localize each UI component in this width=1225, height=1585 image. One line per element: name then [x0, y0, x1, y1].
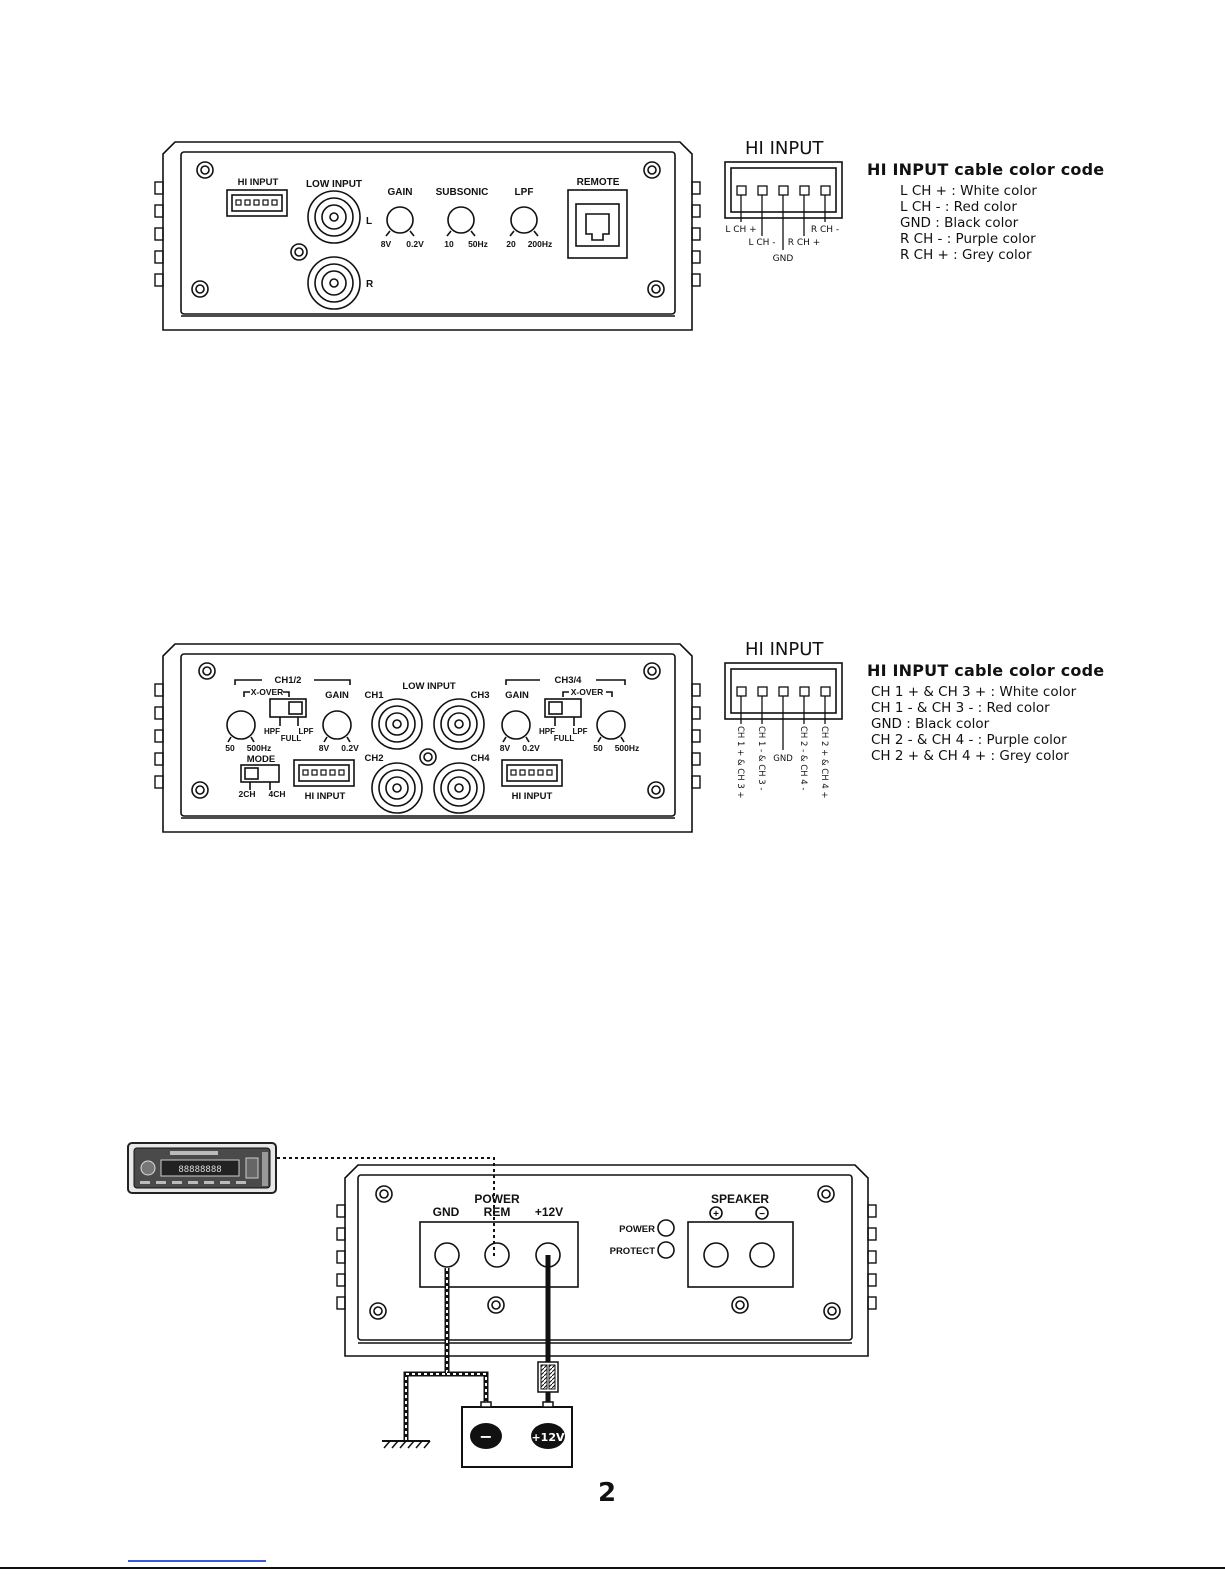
- rca-ch1-jack: [372, 699, 422, 749]
- lpf-label: LPF: [514, 187, 534, 198]
- rem-label: REM: [483, 1205, 511, 1219]
- lpf-knob: [510, 207, 538, 236]
- gain-knob-2: [502, 711, 530, 742]
- ch3-label: CH3: [470, 690, 490, 701]
- remote-wire: [277, 1158, 494, 1256]
- battery-minus-label: −: [479, 1427, 493, 1446]
- pin-5-label: R CH -: [810, 225, 840, 235]
- hi-input-title-1: HI INPUT: [745, 138, 824, 159]
- low-input-label: LOW INPUT: [402, 681, 456, 692]
- legend-title: HI INPUT cable color code: [867, 661, 1105, 680]
- legend-row: GND : Black color: [900, 215, 1019, 231]
- battery-plus-label: +12V: [531, 1431, 565, 1444]
- hpf-label-1: HPF: [264, 727, 280, 736]
- ch4-label: CH4: [470, 753, 490, 764]
- legend-row: L CH - : Red color: [900, 199, 1017, 215]
- gain-min-2: 8V: [499, 743, 511, 753]
- speaker-label: SPEAKER: [710, 1192, 770, 1206]
- amplifier-panel-2: [155, 644, 700, 832]
- pin2-2-label: CH 1 - & CH 3 -: [756, 726, 766, 791]
- subsonic-knob: [447, 207, 475, 236]
- battery: [462, 1402, 572, 1467]
- xover-label-1: X-OVER: [250, 687, 284, 697]
- rca-ch4-jack: [434, 763, 484, 813]
- cable-color-legend-1: [867, 160, 1104, 263]
- svg-text:88888888: 88888888: [178, 1165, 222, 1175]
- full-label-1: FULL: [280, 734, 302, 743]
- gain-max-1: 0.2V: [341, 743, 359, 753]
- speaker-minus-label: −: [759, 1209, 765, 1220]
- ch12-label: CH1/2: [274, 675, 302, 686]
- legend-row: R CH - : Purple color: [900, 231, 1036, 247]
- remote-label: REMOTE: [576, 177, 620, 188]
- freq-min-1: 50: [225, 743, 235, 753]
- gain-max-2: 0.2V: [522, 743, 540, 753]
- ch2-label: CH2: [364, 753, 384, 764]
- gnd-label: GND: [432, 1205, 460, 1219]
- gain-label-1: GAIN: [325, 690, 349, 701]
- legend-title: HI INPUT cable color code: [867, 160, 1105, 179]
- freq-max-1: 500Hz: [246, 743, 272, 753]
- 12v-label: +12V: [534, 1205, 564, 1219]
- power-led: [658, 1220, 674, 1236]
- mode-2ch-label: 2CH: [238, 789, 256, 799]
- car-stereo-head-unit: [128, 1143, 276, 1193]
- mode-label: MODE: [246, 754, 276, 765]
- subsonic-label: SUBSONIC: [435, 187, 489, 198]
- lpf-max: 200Hz: [527, 239, 553, 249]
- gain-min-1: 8V: [318, 743, 330, 753]
- speaker-plus-label: +: [713, 1209, 719, 1220]
- power-led-label: POWER: [619, 1224, 655, 1235]
- footer-link-underline[interactable]: [128, 1560, 266, 1562]
- hpf-label-2: HPF: [539, 727, 555, 736]
- rca-ch3-jack: [434, 699, 484, 749]
- xover-label-2: X-OVER: [570, 687, 604, 697]
- page-number: 2: [598, 1478, 617, 1508]
- xover-freq-knob-1: [227, 711, 255, 742]
- pin2-3-label: GND: [773, 754, 793, 764]
- protect-led: [658, 1242, 674, 1258]
- pin2-1-label: CH 1 + & CH 3 +: [735, 726, 745, 799]
- gain-label: GAIN: [387, 187, 413, 198]
- l-label: L: [366, 216, 373, 227]
- hi-input-connector-diagram-1: [725, 162, 842, 250]
- hi-input-title-2: HI INPUT: [745, 639, 824, 660]
- power-label: POWER: [474, 1192, 520, 1206]
- legend-row: CH 2 - & CH 4 - : Purple color: [871, 732, 1067, 748]
- freq-min-2: 50: [593, 743, 603, 753]
- legend-row: R CH + : Grey color: [900, 247, 1032, 263]
- remote-jack: [568, 190, 627, 258]
- subsonic-max: 50Hz: [468, 239, 488, 249]
- gain-max: 0.2V: [406, 239, 424, 249]
- full-label-2: FULL: [553, 734, 575, 743]
- lpf-label-2: LPF: [572, 727, 588, 736]
- pin-3-label: GND: [772, 254, 794, 264]
- hi-input-label: HI INPUT: [237, 177, 279, 188]
- lpf-min: 20: [506, 239, 516, 249]
- xover-freq-knob-2: [597, 711, 625, 742]
- gain-knob: [386, 207, 414, 236]
- hi-input-label-1: HI INPUT: [304, 791, 346, 802]
- gain-label-2: GAIN: [505, 690, 529, 701]
- amplifier-panel-3: [337, 1165, 876, 1356]
- legend-row: CH 2 + & CH 4 + : Grey color: [871, 748, 1069, 764]
- cable-color-legend-2: [867, 661, 1104, 764]
- legend-row: L CH + : White color: [900, 183, 1037, 199]
- footer-rule: [0, 1567, 1225, 1569]
- rca-ch2-jack: [372, 763, 422, 813]
- lpf-label-1: LPF: [298, 727, 314, 736]
- pin-4-label: R CH +: [787, 238, 821, 248]
- legend-row: CH 1 + & CH 3 + : White color: [871, 684, 1077, 700]
- pin-2-label: L CH -: [748, 238, 776, 248]
- pin2-4-label: CH 2 - & CH 4 -: [798, 726, 808, 791]
- low-input-label: LOW INPUT: [305, 179, 363, 190]
- legend-row: CH 1 - & CH 3 - : Red color: [871, 700, 1050, 716]
- gain-knob-1: [323, 711, 351, 742]
- r-label: R: [366, 279, 374, 290]
- rem-terminal: [485, 1243, 509, 1267]
- freq-max-2: 500Hz: [614, 743, 640, 753]
- 12v-wire: [538, 1255, 558, 1404]
- ch1-label: CH1: [364, 690, 384, 701]
- power-terminal-block: [420, 1222, 578, 1287]
- rca-l-jack: [308, 191, 360, 243]
- speaker-plus-terminal: [704, 1243, 728, 1267]
- ch34-label: CH3/4: [554, 675, 582, 686]
- pin-1-label: L CH +: [725, 225, 757, 235]
- subsonic-min: 10: [444, 239, 454, 249]
- protect-led-label: PROTECT: [609, 1246, 655, 1257]
- hi-input-label-2: HI INPUT: [511, 791, 553, 802]
- gain-min: 8V: [380, 239, 392, 249]
- gnd-terminal: [435, 1243, 459, 1267]
- rca-r-jack: [308, 257, 360, 309]
- legend-row: GND : Black color: [871, 716, 990, 732]
- speaker-minus-terminal: [750, 1243, 774, 1267]
- amplifier-panel-1: [155, 142, 700, 330]
- pin2-5-label: CH 2 + & CH 4 +: [819, 726, 829, 799]
- mode-4ch-label: 4CH: [268, 789, 286, 799]
